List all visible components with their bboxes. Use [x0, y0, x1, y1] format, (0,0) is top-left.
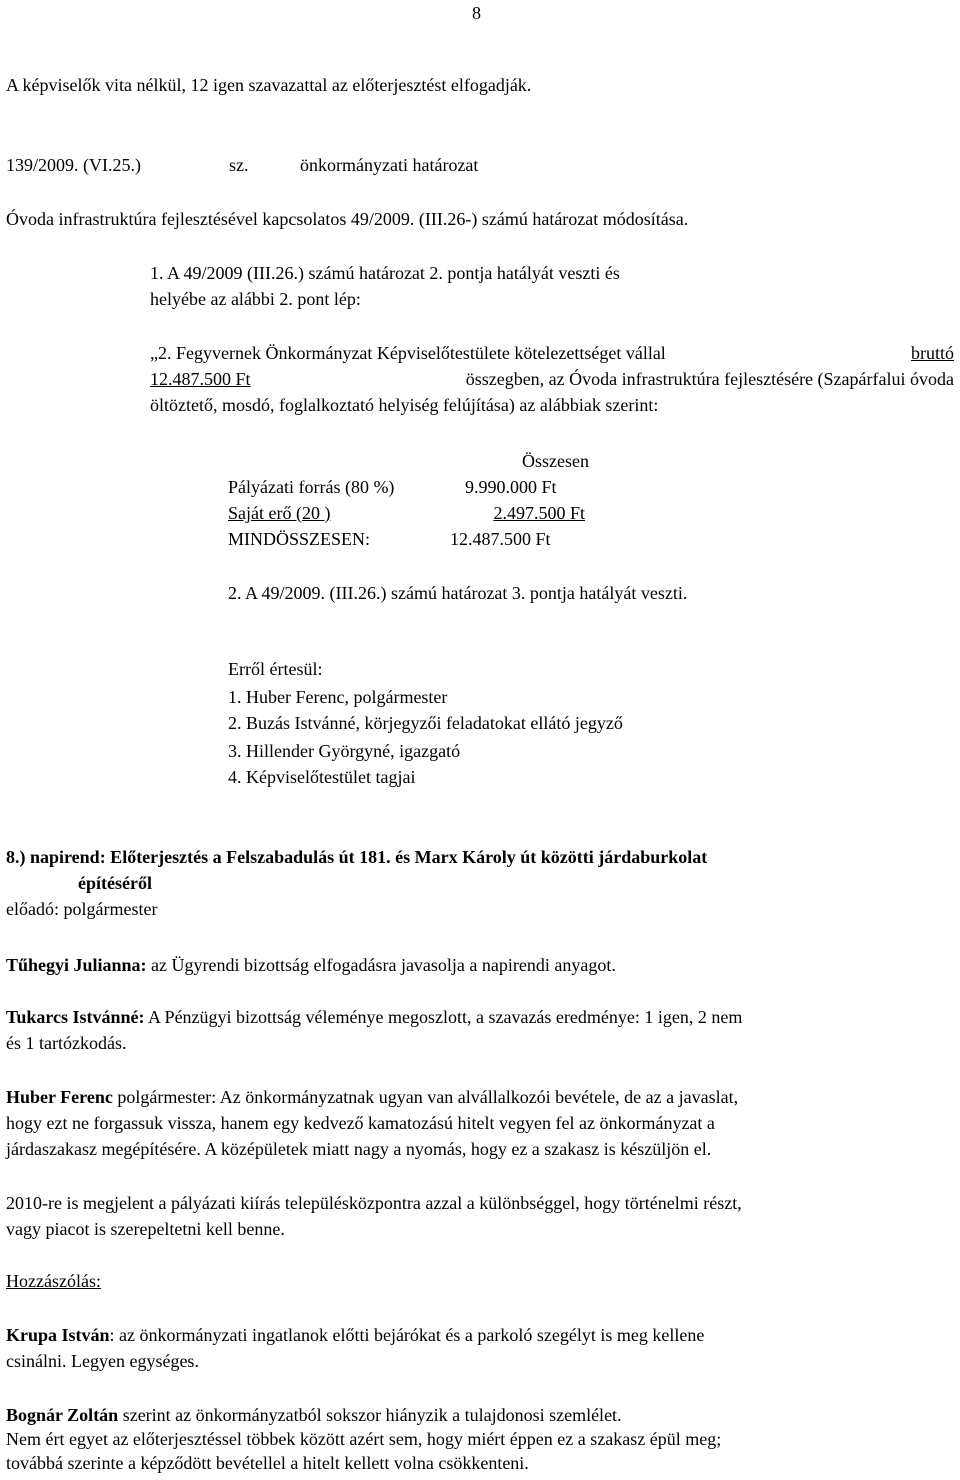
resolution-sz: sz.: [229, 155, 249, 175]
resolution-type: önkormányzati határozat: [300, 155, 479, 175]
agenda-presenter: előadó: polgármester: [6, 899, 158, 919]
quote-line2-rest: összegben, az Óvoda infrastruktúra fejlesztésére (Szapárfalui óvoda: [465, 369, 954, 389]
table-row-value: 9.990.000 Ft: [465, 477, 557, 497]
item1-line1: 1. A 49/2009 (III.26.) számú határozat 2. pontja hatályát veszti és: [150, 263, 620, 283]
item2-text: 2. A 49/2009. (III.26.) számú határozat 3. pontja hatályát veszti.: [228, 583, 688, 603]
intro-text: A képviselők vita nélkül, 12 igen szavazattal az előterjesztést elfogadják.: [6, 75, 532, 95]
paragraph-bognar-line3: továbbá szerinte a képződött bevétellel a hitelt kellett volna csökkenteni.: [6, 1453, 529, 1473]
table-row-label: Saját erő (20 ): [228, 503, 331, 523]
paragraph-text: A Pénzügyi bizottság véleménye megoszlott, a szavazás eredménye: 1 igen, 2 nem: [144, 1007, 743, 1027]
page-number: 8: [472, 3, 481, 23]
paragraph-bognar-line1: [6, 1404, 622, 1426]
paragraph-tuhegyi: [6, 954, 616, 976]
notify-item: 3. Hillender Györgyné, igazgató: [228, 741, 461, 761]
item1-line2: helyébe az alábbi 2. pont lép:: [150, 289, 361, 309]
table-row-value: 2.497.500 Ft: [493, 503, 585, 523]
speaker-name: Krupa István: [6, 1325, 110, 1345]
speaker-name: Tukarcs Istvánné:: [6, 1007, 145, 1027]
quote-amount: 12.487.500 Ft: [150, 369, 251, 389]
quote-line1: [150, 342, 954, 364]
paragraph-2010-line2: vagy piacot is szerepeltetni kell benne.: [6, 1219, 285, 1239]
hozzaszolas-heading: Hozzászólás:: [6, 1271, 101, 1291]
notify-item: 1. Huber Ferenc, polgármester: [228, 687, 448, 707]
paragraph-huber-line1: [6, 1086, 738, 1108]
resolution-subject: Óvoda infrastruktúra fejlesztésével kapcsolatos 49/2009. (III.26-) számú határozat módosítása.: [6, 209, 689, 229]
resolution-number: 139/2009. (VI.25.): [6, 155, 141, 175]
table-header-osszesen: Összesen: [522, 451, 589, 471]
quote-brutto: bruttó: [911, 343, 954, 363]
paragraph-tukarcs-line1: [6, 1006, 742, 1028]
speaker-name: Bognár Zoltán: [6, 1405, 119, 1425]
quote-line1-text: „2. Fegyvernek Önkormányzat Képviselőtestülete kötelezettséget vállal: [150, 343, 666, 363]
paragraph-huber-line3: járdaszakasz megépítésére. A középületek miatt nagy a nyomás, hogy ez a szakasz is készüljön el.: [6, 1139, 712, 1159]
paragraph-krupa-line1: [6, 1324, 704, 1346]
notify-heading: Erről értesül:: [228, 659, 323, 679]
table-row-label: MINDÖSSZESEN:: [228, 529, 371, 549]
paragraph-text: : az önkormányzati ingatlanok előtti bejárókat és a parkoló szegélyt is meg kellene: [109, 1325, 705, 1345]
speaker-name: Tűhegyi Julianna:: [6, 955, 147, 975]
paragraph-text: az Ügyrendi bizottság elfogadásra javasolja a napirendi anyagot.: [146, 955, 616, 975]
paragraph-2010-line1: 2010-re is megjelent a pályázati kiírás településközpontra azzal a különbséggel, hogy történelmi részt,: [6, 1193, 742, 1213]
paragraph-text: szerint az önkormányzatból sokszor hiányzik a tulajdonosi szemlélet.: [118, 1405, 622, 1425]
paragraph-huber-line2: hogy ezt ne forgassuk vissza, hanem egy kedvező kamatozású hitelt vegyen fel az önkormányzat a: [6, 1113, 715, 1133]
quote-line2: [150, 368, 954, 390]
notify-item: 4. Képviselőtestület tagjai: [228, 767, 416, 787]
agenda-line2: építéséről: [78, 873, 152, 893]
speaker-name: Huber Ferenc: [6, 1087, 113, 1107]
table-row-value: 12.487.500 Ft: [450, 529, 551, 549]
paragraph-krupa-line2: csinálni. Legyen egységes.: [6, 1351, 199, 1371]
agenda-line1: 8.) napirend: Előterjesztés a Felszabadulás út 181. és Marx Károly út közötti járdaburkolat: [6, 847, 708, 867]
table-row-label: Pályázati forrás (80 %): [228, 477, 395, 497]
notify-item: 2. Buzás Istvánné, körjegyzői feladatokat ellátó jegyző: [228, 713, 623, 733]
paragraph-text: polgármester: Az önkormányzatnak ugyan van alvállalkozói bevétele, de az a javaslat,: [112, 1087, 739, 1107]
quote-line3: öltöztető, mosdó, foglalkoztató helyiség felújítása) az alábbiak szerint:: [150, 395, 659, 415]
paragraph-tukarcs-line2: és 1 tartózkodás.: [6, 1033, 127, 1053]
paragraph-bognar-line2: Nem ért egyet az előterjesztéssel többek között azért sem, hogy miért éppen ez a szakasz épül meg;: [6, 1429, 722, 1449]
